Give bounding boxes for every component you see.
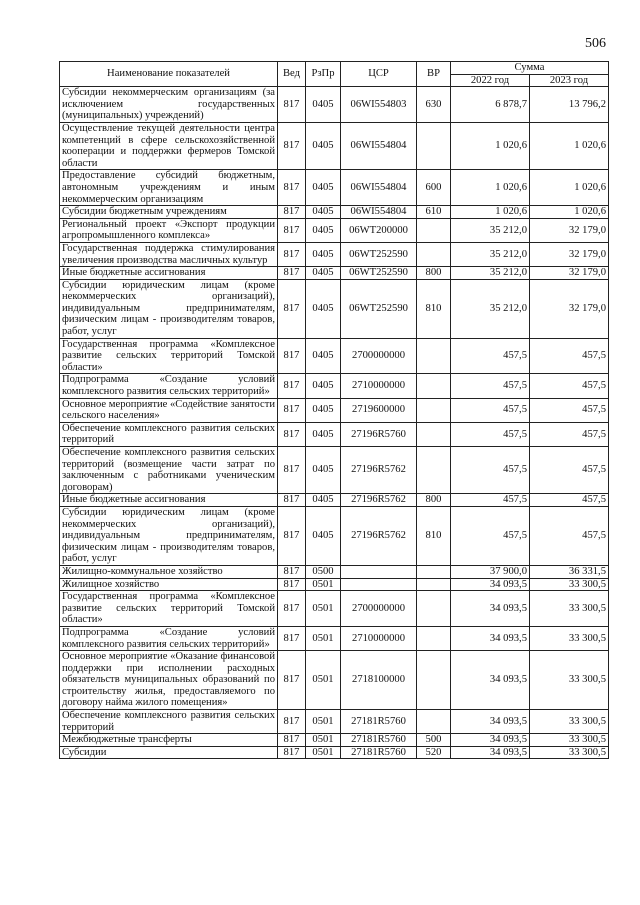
table-row <box>60 578 609 591</box>
table-row <box>60 422 609 446</box>
row-rzpr: 0405 <box>306 242 341 266</box>
row-sum-2023: 33 300,5 <box>530 746 609 759</box>
row-ved: 817 <box>278 122 306 169</box>
table-row <box>60 494 609 507</box>
row-name: Осуществление текущей деятельности центра компетенций в сфере сельскохозяйственной кооперации и поддержки фермеров Томской области <box>60 122 278 169</box>
row-name: Обеспечение комплексного развития сельских территорий (возмещение части затрат по заключенным с работниками ученическим договорам) <box>60 447 278 494</box>
row-sum-2022: 1 020,6 <box>451 122 530 169</box>
row-rzpr: 0405 <box>306 494 341 507</box>
row-sum-2023: 32 179,0 <box>530 242 609 266</box>
table-row <box>60 218 609 242</box>
table-row <box>60 398 609 422</box>
row-rzpr: 0405 <box>306 206 341 219</box>
header-rzpr: РзПр <box>306 62 341 87</box>
row-csr <box>341 578 417 591</box>
row-sum-2023: 457,5 <box>530 422 609 446</box>
table-row <box>60 746 609 759</box>
row-vr: 610 <box>417 206 451 219</box>
row-rzpr: 0405 <box>306 87 341 123</box>
row-sum-2023: 457,5 <box>530 506 609 565</box>
table-body <box>60 87 609 759</box>
table-row <box>60 122 609 169</box>
row-sum-2022: 34 093,5 <box>451 591 530 627</box>
row-csr: 06WT200000 <box>341 218 417 242</box>
row-vr: 810 <box>417 506 451 565</box>
budget-table <box>59 61 609 759</box>
table-row <box>60 710 609 734</box>
table-row <box>60 338 609 374</box>
row-csr: 06WT252590 <box>341 267 417 280</box>
row-vr <box>417 374 451 398</box>
row-sum-2022: 35 212,0 <box>451 218 530 242</box>
row-csr: 2710000000 <box>341 626 417 650</box>
row-vr <box>417 398 451 422</box>
table-row <box>60 87 609 123</box>
table-row <box>60 374 609 398</box>
row-sum-2022: 6 878,7 <box>451 87 530 123</box>
row-csr: 2719600000 <box>341 398 417 422</box>
row-sum-2022: 457,5 <box>451 506 530 565</box>
row-vr: 810 <box>417 279 451 338</box>
row-name: Субсидии <box>60 746 278 759</box>
table-row <box>60 279 609 338</box>
table-row <box>60 591 609 627</box>
table-header <box>60 62 609 87</box>
row-ved: 817 <box>278 267 306 280</box>
row-sum-2023: 36 331,5 <box>530 565 609 578</box>
row-name: Субсидии некоммерческим организациям (за исключением государственных (муниципальных) учреждений) <box>60 87 278 123</box>
header-name: Наименование показателей <box>60 62 278 87</box>
row-ved: 817 <box>278 447 306 494</box>
table-row <box>60 447 609 494</box>
row-sum-2022: 34 093,5 <box>451 734 530 747</box>
row-csr: 2700000000 <box>341 591 417 627</box>
row-name: Государственная программа «Комплексное развитие сельских территорий Томской области» <box>60 338 278 374</box>
row-name: Обеспечение комплексного развития сельских территорий <box>60 422 278 446</box>
row-csr: 2718100000 <box>341 651 417 710</box>
row-vr <box>417 565 451 578</box>
table-row <box>60 267 609 280</box>
row-rzpr: 0501 <box>306 734 341 747</box>
row-name: Жилищно-коммунальное хозяйство <box>60 565 278 578</box>
row-vr <box>417 651 451 710</box>
row-vr <box>417 578 451 591</box>
row-rzpr: 0500 <box>306 565 341 578</box>
row-ved: 817 <box>278 578 306 591</box>
row-ved: 817 <box>278 422 306 446</box>
row-ved: 817 <box>278 374 306 398</box>
row-csr: 27181R5760 <box>341 734 417 747</box>
row-sum-2022: 457,5 <box>451 447 530 494</box>
row-ved: 817 <box>278 338 306 374</box>
row-sum-2023: 1 020,6 <box>530 122 609 169</box>
row-sum-2022: 34 093,5 <box>451 710 530 734</box>
row-csr: 06WI554803 <box>341 87 417 123</box>
row-sum-2023: 33 300,5 <box>530 626 609 650</box>
row-vr: 500 <box>417 734 451 747</box>
header-year-2023: 2023 год <box>530 74 609 87</box>
row-sum-2023: 33 300,5 <box>530 578 609 591</box>
header-sum: Сумма <box>451 62 609 75</box>
row-name: Субсидии юридическим лицам (кроме некоммерческих организаций), индивидуальным предпринимателям, физическим лицам - производителям товаров, работ, услуг <box>60 506 278 565</box>
row-sum-2022: 1 020,6 <box>451 170 530 206</box>
header-year-2022: 2022 год <box>451 74 530 87</box>
row-ved: 817 <box>278 506 306 565</box>
row-vr <box>417 422 451 446</box>
row-sum-2022: 1 020,6 <box>451 206 530 219</box>
row-vr <box>417 338 451 374</box>
row-sum-2023: 1 020,6 <box>530 170 609 206</box>
row-sum-2023: 457,5 <box>530 398 609 422</box>
row-ved: 817 <box>278 651 306 710</box>
row-name: Предоставление субсидий бюджетным, автономным учреждениям и иным некоммерческим организациям <box>60 170 278 206</box>
row-vr <box>417 218 451 242</box>
row-sum-2023: 457,5 <box>530 338 609 374</box>
row-csr: 06WI554804 <box>341 170 417 206</box>
row-sum-2022: 457,5 <box>451 374 530 398</box>
row-sum-2023: 1 020,6 <box>530 206 609 219</box>
row-name: Субсидии бюджетным учреждениям <box>60 206 278 219</box>
table-row <box>60 206 609 219</box>
row-csr: 27196R5762 <box>341 494 417 507</box>
row-name: Иные бюджетные ассигнования <box>60 494 278 507</box>
row-csr: 06WI554804 <box>341 122 417 169</box>
row-sum-2023: 33 300,5 <box>530 591 609 627</box>
row-name: Государственная поддержка стимулирования увеличения производства масличных культур <box>60 242 278 266</box>
row-csr: 2710000000 <box>341 374 417 398</box>
row-name: Субсидии юридическим лицам (кроме некоммерческих организаций), индивидуальным предпринимателям, физическим лицам - производителям товаров, работ, услуг <box>60 279 278 338</box>
row-ved: 817 <box>278 710 306 734</box>
row-sum-2023: 457,5 <box>530 494 609 507</box>
row-sum-2023: 32 179,0 <box>530 267 609 280</box>
row-ved: 817 <box>278 87 306 123</box>
row-rzpr: 0405 <box>306 122 341 169</box>
row-name: Обеспечение комплексного развития сельских территорий <box>60 710 278 734</box>
row-rzpr: 0405 <box>306 374 341 398</box>
row-ved: 817 <box>278 746 306 759</box>
row-name: Жилищное хозяйство <box>60 578 278 591</box>
row-rzpr: 0405 <box>306 398 341 422</box>
row-sum-2022: 37 900,0 <box>451 565 530 578</box>
row-sum-2022: 34 093,5 <box>451 626 530 650</box>
row-sum-2023: 457,5 <box>530 447 609 494</box>
row-name: Региональный проект «Экспорт продукции агропромышленного комплекса» <box>60 218 278 242</box>
row-rzpr: 0405 <box>306 422 341 446</box>
row-ved: 817 <box>278 494 306 507</box>
table-row <box>60 651 609 710</box>
row-name: Государственная программа «Комплексное развитие сельских территорий Томской области» <box>60 591 278 627</box>
row-vr <box>417 710 451 734</box>
row-rzpr: 0405 <box>306 338 341 374</box>
row-ved: 817 <box>278 398 306 422</box>
row-ved: 817 <box>278 170 306 206</box>
row-vr: 800 <box>417 494 451 507</box>
table-row <box>60 734 609 747</box>
row-rzpr: 0501 <box>306 578 341 591</box>
row-rzpr: 0501 <box>306 651 341 710</box>
table-row <box>60 506 609 565</box>
row-sum-2023: 33 300,5 <box>530 710 609 734</box>
row-sum-2022: 35 212,0 <box>451 267 530 280</box>
row-rzpr: 0405 <box>306 267 341 280</box>
row-sum-2023: 32 179,0 <box>530 279 609 338</box>
row-sum-2023: 13 796,2 <box>530 87 609 123</box>
row-vr: 520 <box>417 746 451 759</box>
header-vr: ВР <box>417 62 451 87</box>
row-csr: 27181R5760 <box>341 710 417 734</box>
page-number: 506 <box>585 36 606 51</box>
row-csr: 06WI554804 <box>341 206 417 219</box>
row-rzpr: 0405 <box>306 218 341 242</box>
row-vr: 800 <box>417 267 451 280</box>
row-rzpr: 0501 <box>306 710 341 734</box>
row-sum-2022: 34 093,5 <box>451 746 530 759</box>
row-csr: 27181R5760 <box>341 746 417 759</box>
row-ved: 817 <box>278 565 306 578</box>
row-csr <box>341 565 417 578</box>
row-vr <box>417 626 451 650</box>
row-vr <box>417 122 451 169</box>
row-rzpr: 0405 <box>306 447 341 494</box>
row-sum-2023: 33 300,5 <box>530 734 609 747</box>
row-name: Подпрограмма «Создание условий комплексного развития сельских территорий» <box>60 374 278 398</box>
row-csr: 2700000000 <box>341 338 417 374</box>
row-csr: 27196R5760 <box>341 422 417 446</box>
row-vr <box>417 447 451 494</box>
row-sum-2023: 32 179,0 <box>530 218 609 242</box>
row-rzpr: 0501 <box>306 626 341 650</box>
row-rzpr: 0501 <box>306 591 341 627</box>
row-csr: 27196R5762 <box>341 506 417 565</box>
row-rzpr: 0405 <box>306 170 341 206</box>
row-name: Иные бюджетные ассигнования <box>60 267 278 280</box>
row-sum-2022: 457,5 <box>451 338 530 374</box>
row-rzpr: 0405 <box>306 279 341 338</box>
table-row <box>60 170 609 206</box>
row-sum-2022: 457,5 <box>451 398 530 422</box>
row-name: Межбюджетные трансферты <box>60 734 278 747</box>
row-name: Основное мероприятие «Оказание финансовой поддержки при исполнении расходных обязательств муниципальных образований по строительству жилья, предоставляемого по договору найма жилого помещения» <box>60 651 278 710</box>
row-rzpr: 0501 <box>306 746 341 759</box>
row-vr <box>417 591 451 627</box>
row-sum-2023: 33 300,5 <box>530 651 609 710</box>
row-ved: 817 <box>278 279 306 338</box>
row-sum-2022: 34 093,5 <box>451 578 530 591</box>
row-sum-2022: 457,5 <box>451 422 530 446</box>
row-sum-2023: 457,5 <box>530 374 609 398</box>
row-ved: 817 <box>278 734 306 747</box>
row-ved: 817 <box>278 626 306 650</box>
row-ved: 817 <box>278 242 306 266</box>
table-row <box>60 565 609 578</box>
row-csr: 27196R5762 <box>341 447 417 494</box>
row-name: Подпрограмма «Создание условий комплексного развития сельских территорий» <box>60 626 278 650</box>
row-rzpr: 0405 <box>306 506 341 565</box>
header-ved: Вед <box>278 62 306 87</box>
row-vr: 600 <box>417 170 451 206</box>
table-row <box>60 242 609 266</box>
row-ved: 817 <box>278 218 306 242</box>
row-ved: 817 <box>278 591 306 627</box>
row-name: Основное мероприятие «Содействие занятости сельского населения» <box>60 398 278 422</box>
row-sum-2022: 457,5 <box>451 494 530 507</box>
row-csr: 06WT252590 <box>341 279 417 338</box>
row-sum-2022: 34 093,5 <box>451 651 530 710</box>
row-sum-2022: 35 212,0 <box>451 242 530 266</box>
row-vr: 630 <box>417 87 451 123</box>
header-csr: ЦСР <box>341 62 417 87</box>
row-vr <box>417 242 451 266</box>
table-row <box>60 626 609 650</box>
row-csr: 06WT252590 <box>341 242 417 266</box>
row-sum-2022: 35 212,0 <box>451 279 530 338</box>
row-ved: 817 <box>278 206 306 219</box>
